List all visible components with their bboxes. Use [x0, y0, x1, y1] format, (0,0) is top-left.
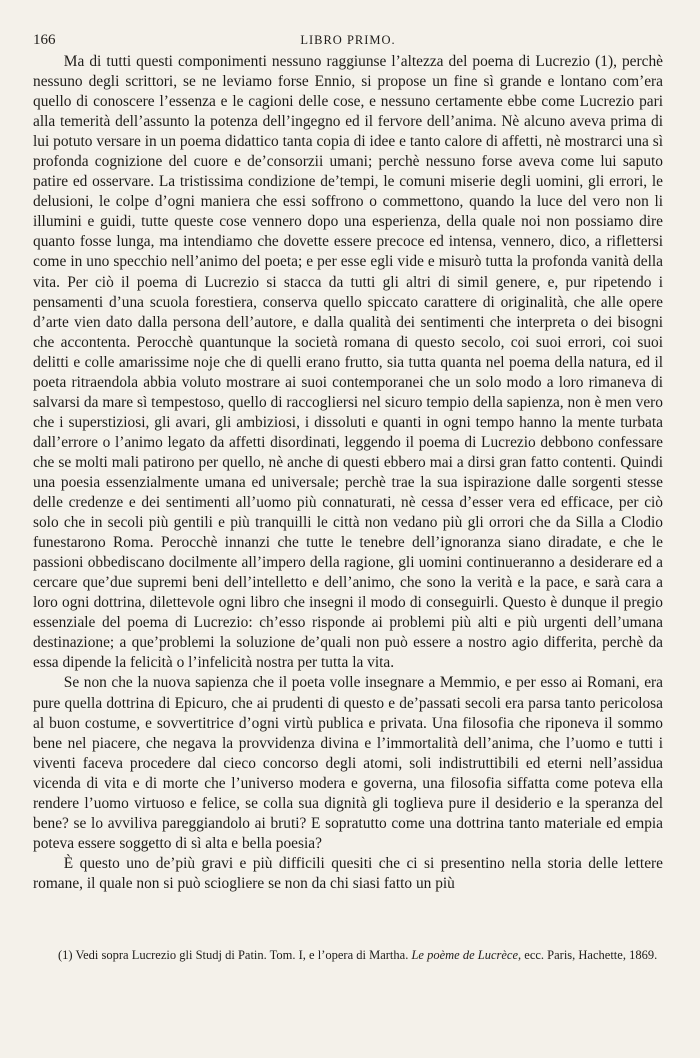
running-title: LIBRO PRIMO.: [300, 33, 396, 47]
book-page: [33, 32, 663, 894]
paragraph: Se non che la nuova sapienza che il poeta volle insegnare a Memmio, e per esso ai Romani, era pure quella dottrina di Epicuro, che ai prudenti di questo e de’passati secoli era parsa tanto pericolosa al buon costume, e sovvertitrice d’ogni virtù publica e privata. Una filosofia che riponeva il sommo bene nel piacere, che negava la provvidenza divina e l’immortalità dell’anima, che l’uomo e tutti i viventi faceva procedere dal cieco concorso degli atomi, soli indistruttibili ed eterni nell’assidua vicenda di vita e di morte che l’universo modera e governa, una filosofia siffatta come poteva ella rendere l’uomo virtuoso e felice, se colla sua dignità gli toglieva pure il desiderio e la speranza del bene? se lo avviliva pareggiandolo ai bruti? E sopratutto come una dottrina tanto materiale ed empia poteva essere soggetto di sì alta e bella poesia?: [33, 674, 663, 852]
page-number: 166: [33, 32, 56, 48]
footnote-book-title: Le poème de Lucrèce: [411, 948, 519, 962]
footnote-text: (1) Vedi sopra Lucrezio gli Studj di Patin. Tom. I, e l’opera di Martha.: [58, 948, 412, 962]
paragraph: È questo uno de’più gravi e più difficili quesiti che ci si presentino nella storia delle lettere romane, il quale non si può sciogliere se non da chi siasi fatto un più: [33, 854, 663, 892]
paragraph: Ma di tutti questi componimenti nessuno raggiunse l’altezza del poema di Lucrezio (1), perchè nessuno degli scrittori, se ne leviamo forse Ennio, si propose un fine sì grande e lontano com’era quello di conoscere l’essenza e le cagioni delle cose, e nessuno certamente ebbe come Lucrezio pari alla temerità dell’assunto la potenza dell’ingegno ed il fervore dell’anima. Nè alcuno aveva prima di lui potuto versare in un poema didattico tanta copia di idee e tanto calore di affetti, nè mostrarci una sì profonda cognizione del cuore e de’consorzii umani; perchè nessuno forse aveva come lui saputo patire ed osservare. La tristissima condizione de’tempi, le comuni miserie degli uomini, gli errori, le delusioni, le colpe d’ogni maniera che essi soffrono o commettono, quando la luce del vero non li illumini e guidi, tutte queste cose vennero dopo una esperienza, della quale noi non possiamo dire quanto fosse lunga, ma intendiamo che dovette essere precoce ed intensa, vennero, dico, a riflettersi come in uno specchio nell’animo del poeta; e per esse egli vide e misurò tutta la profonda vanità della vita. Per ciò il poema di Lucrezio si stacca da tutti gli altri di simil genere, e, pur ripetendo i pensamenti d’una scuola forestiera, conserva quello spiccato carattere di originalità, che alle opere d’arte vien dato dalla persona dell’autore, e dalla qualità dei sentimenti che interpreta o dei bisogni che accontenta. Perocchè quantunque la società romana di questo secolo, coi suoi errori, coi suoi delitti e colle amarissime noje che di quelli erano frutto, sia tutta quanta nel poema della natura, ed il poeta ritraendola abbia voluto mostrare ai suoi contemporanei che un solo modo a loro rimaneva di salvarsi da mare sì tempestoso, quello di raccogliersi nel sicuro tempio della sapienza, non è men vero che i superstiziosi, gli avari, gli ambiziosi, i dissoluti e quanti in ogni tempo hanno la mente turbata dall’errore o l’animo legato da affetti disordinati, leggendo il poema di Lucrezio debbono confessare che se molti mali patirono per quello, nè anche di questi ebbero mai a dirsi gran fatto contenti. Quindi una poesia essenzialmente umana ed universale; perchè trae la sua ispirazione dalle sorgenti stesse delle credenze e dei sentimenti all’uomo più connaturati, nè cessa d’esser vera ed efficace, per ciò solo che in secoli più gentili e più tranquilli le città non vedano più gli orrori che da Silla a Clodio funestarono Roma. Perocchè innanzi che tutte le tenebre dell’ignoranza siano diradate, e che le passioni obbediscano docilmente all’impero della ragione, gli uomini continueranno a desiderare ed a cercare que’due supremi beni dell’intelletto e dell’animo, che sono la verità e la pace, e sarà cara a loro ogni dottrina, dilettevole ogni libro che insegni il modo di conseguirli. Questo è dunque il pregio essenziale del poema di Lucrezio: ch’esso risponde ai problemi più alti e più urgenti dell’umana destinazione; a que’problemi la soluzione de’quali non può essere a nostro agio differita, perchè da essa dipende la felicità o l’infelicità nostra per tutta la vita.: [33, 53, 663, 672]
main-text: [33, 52, 663, 894]
footnote-publisher: , ecc. Paris, Hachette, 1869.: [518, 948, 658, 962]
page-header: [33, 32, 663, 52]
footnote: [33, 945, 663, 965]
